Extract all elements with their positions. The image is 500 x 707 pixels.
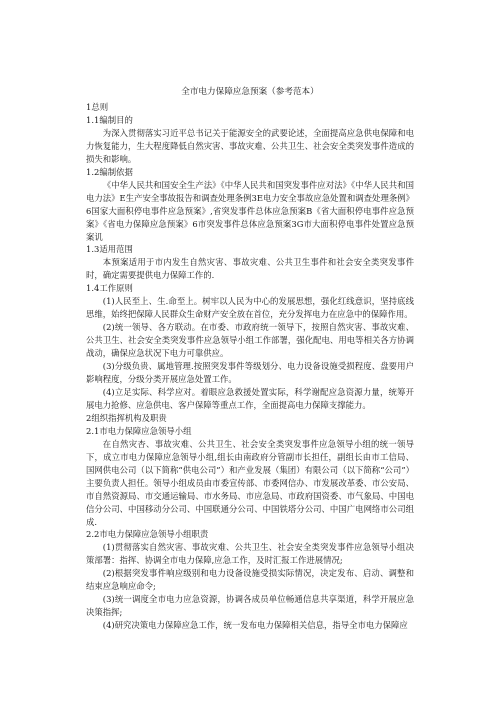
- section-heading-1: 1总则: [86, 102, 109, 112]
- subsection-heading-1-1: 1.1编制目的: [86, 114, 133, 125]
- paragraph-duty-2: (2)根据突发事件响应级别和电力设备设施受损实际情况，决定发布、启动、调整和结束应急响应命令;: [86, 568, 414, 592]
- paragraph-principle-2: (2)统一领导、各方联动。在市委、市政府统一领导下，按照自然灾害、事故灾难、公共卫生、社会安全类突发事件应急领导小组工作部署，强化配电、用电等相关各方协调战动，确保应急状况下电力可靠供应。: [86, 322, 414, 359]
- subsection-heading-1-2: 1.2编制依据: [86, 166, 133, 177]
- paragraph-duty-1: (1)贯彻落实自然灾害、事故灾难、公共卫生、社会安全类突发事件应急领导小组决策部署：指挥、协调全市电力保障,应急工作，及时汇报工作进展情况;: [86, 542, 414, 566]
- document-body: [86, 101, 414, 632]
- subsection-heading-2-1: 2.1市电力保障应急领导小组: [86, 425, 192, 436]
- paragraph-duty-3: (3)统一调度全市电力应急资源，协调各成员单位畅通信息共享渠道，科学开展应急决策指挥;: [86, 594, 414, 618]
- paragraph-principle-4: (4)立足实际、科学应对。着眼应急救援处置实际，科学谢配应急资源力量，统筹开展电力抢修、应急供电、客户保障等重点工作，全面提高电力保障支撑能力。: [86, 386, 414, 410]
- paragraph-duty-4: (4)研究决策电力保障应急工作，统一发布电力保障相关信息，指导全市电力保障应: [102, 620, 408, 631]
- paragraph-scope: 本预案适用于市内发生自然灾害、事故灾难、公共卫生事件和社会安全类突发事件时，确定需要提供电力保障工作的.: [86, 257, 414, 281]
- subsection-heading-2-2: 2.2市电力保障应急领导小组职责: [86, 529, 209, 540]
- section-heading-2: 2组织指挥机构及职贵: [86, 412, 167, 423]
- paragraph-principle-3: (3)分级负贵、属地管理.按照突发事件等级划分、电力设备设施受损程度、盘要用户影响程度，分级分类开展应急处置工作。: [86, 361, 414, 385]
- paragraph-basis: 《中华人民共和国安全生产法》《中华人民共和国突发事件应对法》《中华人民共和国电力法》E生产安全事故报告和调查处理条例3E电力安全事故应急处置和调查处理条例》6国家大面积停电事件应急预案》,省突发事件总体应急预案B《省大面积停电事件应急预案》《省电力保障应急预案》6市突发事件总体应急预案3G市大面积停电事件处置应急预案讥: [86, 179, 414, 242]
- subsection-heading-1-3: 1.3适用范围: [86, 244, 133, 255]
- paragraph-purpose: 为深入贯彻落实习近平总书记关于能源安全的武要论述，全面提高应急供电保障和电力恢复能力，生大程度降低自然灾害、事故灾难、公共卫生、社会安全类突发事件造成的损失和影响。: [86, 127, 414, 164]
- subsection-heading-1-4: 1.4工作原则: [86, 283, 133, 294]
- document-title: 全市电力保障应急预案（参考范本）: [181, 87, 319, 97]
- paragraph-leading-group: 在自然灾杏、事故灾难、公共卫生、社会安全类突发事件应急领导小组的统一领导下，成立市电力保障应急领导小组,组长由南政府分管副市长担任，副组长由市工信局、国网供电公司（以下简称“供电公司”）和产业发展（集团）有限公司（以下简称“公司”）主要负责人担任。领导小组成员由市委宣传部、市委网信办、市发展改革委、市公安局、市自然资源局、市交通运输局、市水务局、市应急局、市政府国资委、市气象局、中国电信分公司、中国移动分公司、中国联通分公司、中国铁塔分公司、中国广电网络市公司组成.: [86, 438, 414, 527]
- paragraph-principle-1: (1)人民至上、生.命至上。树牢以人民为中心的发展思想，强化红线意识，坚持底线思维，始终把保障人民群众生命财产安全放在首位，充分发挥电力在应急中的保障作用。: [86, 296, 414, 320]
